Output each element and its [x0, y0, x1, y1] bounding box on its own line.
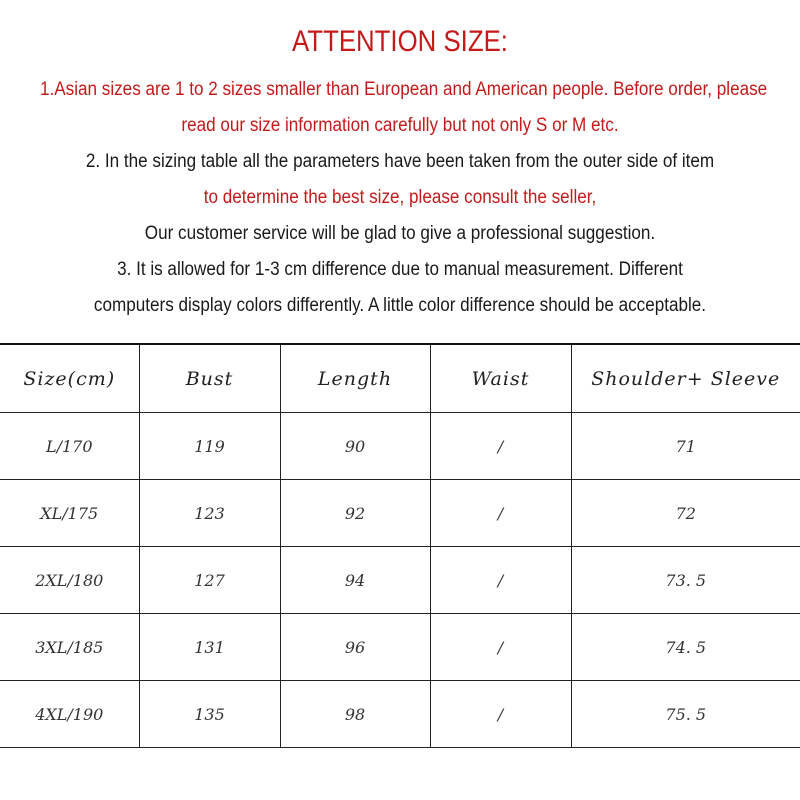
cell-waist: / [430, 480, 571, 547]
notice-line-6: 3. It is allowed for 1-3 cm difference due to manual measurement. Different [117, 259, 683, 280]
cell-length: 94 [280, 547, 430, 614]
cell-bust: 123 [139, 480, 280, 547]
header-bust: Bust [139, 344, 280, 413]
cell-length: 98 [280, 681, 430, 748]
cell-size: 4XL/190 [0, 681, 139, 748]
notice-title: ATTENTION SIZE: [292, 25, 508, 58]
cell-size: L/170 [0, 413, 139, 480]
header-waist: Waist [430, 344, 571, 413]
size-chart-table [0, 343, 800, 748]
header-shoulder-sleeve: Shoulder+ Sleeve [571, 344, 800, 413]
cell-length: 90 [280, 413, 430, 480]
header-length: Length [280, 344, 430, 413]
cell-shoulder-sleeve: 74. 5 [571, 614, 800, 681]
table-row [0, 480, 800, 547]
notice-line-3: 2. In the sizing table all the parameters have been taken from the outer side of item [85, 151, 715, 172]
table-row [0, 547, 800, 614]
cell-bust: 131 [139, 614, 280, 681]
notice-line-1: 1.Asian sizes are 1 to 2 sizes smaller than European and American people. Before order, please [40, 79, 768, 100]
cell-bust: 127 [139, 547, 280, 614]
cell-shoulder-sleeve: 75. 5 [571, 681, 800, 748]
cell-size: 3XL/185 [0, 614, 139, 681]
table-row [0, 413, 800, 480]
cell-bust: 119 [139, 413, 280, 480]
cell-waist: / [430, 681, 571, 748]
cell-size: 2XL/180 [0, 547, 139, 614]
cell-length: 96 [280, 614, 430, 681]
notice-line-4: to determine the best size, please consult the seller, [203, 187, 597, 208]
cell-length: 92 [280, 480, 430, 547]
notice-line-2: read our size information carefully but not only S or M etc. [181, 115, 619, 136]
cell-waist: / [430, 413, 571, 480]
cell-bust: 135 [139, 681, 280, 748]
cell-shoulder-sleeve: 71 [571, 413, 800, 480]
cell-waist: / [430, 614, 571, 681]
cell-shoulder-sleeve: 73. 5 [571, 547, 800, 614]
cell-waist: / [430, 547, 571, 614]
header-size: Size(cm) [0, 344, 139, 413]
table-row [0, 614, 800, 681]
notice-line-7: computers display colors differently. A little color difference should be acceptable. [93, 295, 707, 316]
table-header-row [0, 344, 800, 413]
notice-line-5: Our customer service will be glad to give a professional suggestion. [144, 223, 656, 244]
cell-shoulder-sleeve: 72 [571, 480, 800, 547]
table-row [0, 681, 800, 748]
cell-size: XL/175 [0, 480, 139, 547]
